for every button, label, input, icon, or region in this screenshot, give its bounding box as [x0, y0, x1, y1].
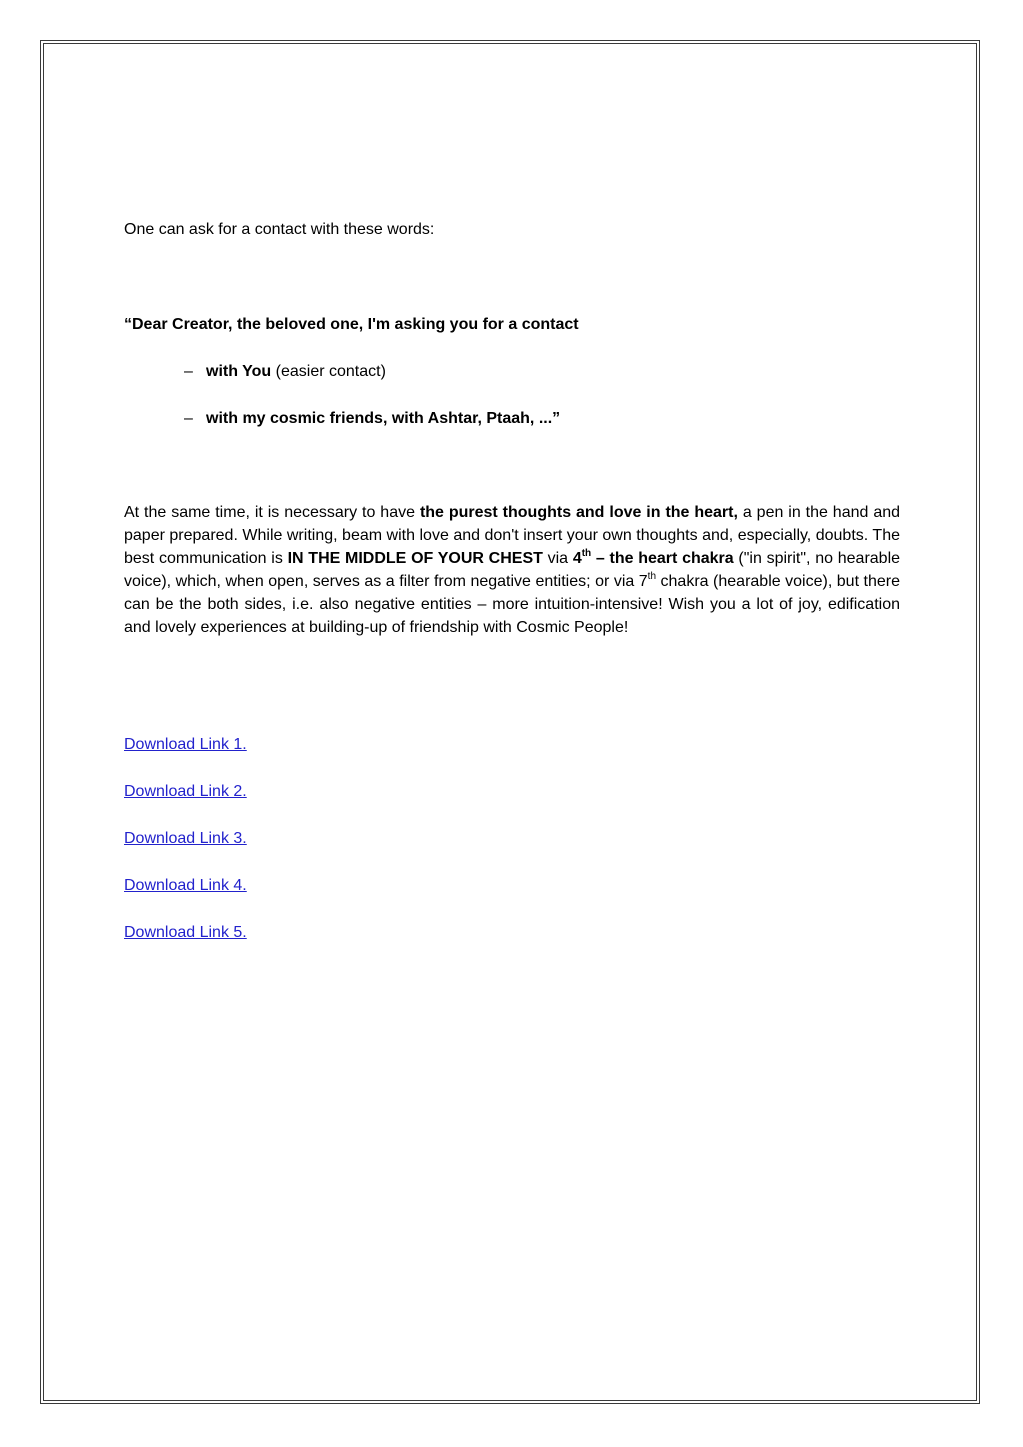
download-link-1[interactable]: Download Link 1.: [124, 736, 247, 753]
download-link-2[interactable]: Download Link 2.: [124, 783, 247, 800]
list-item-cosmic-friends: [184, 407, 560, 430]
paragraph-sup-2: th: [647, 570, 657, 582]
prayer-quote: “Dear Creator, the beloved one, I'm asking you for a contact: [124, 316, 579, 333]
list-dash: –: [184, 363, 193, 380]
list-dash: –: [184, 410, 193, 427]
paragraph-bold-1: the purest thoughts and love in the heart,: [419, 504, 738, 521]
list-item-bold: with my cosmic friends, with Ashtar, Ptaah, ...”: [206, 410, 561, 427]
intro-text: One can ask for a contact with these words:: [124, 221, 435, 238]
page-border-inner: [43, 43, 977, 1401]
download-link-5[interactable]: Download Link 5.: [124, 924, 247, 941]
paragraph-bold-2: IN THE MIDDLE OF YOUR CHEST: [287, 550, 543, 567]
list-item-with-you: [184, 360, 386, 383]
download-link-4[interactable]: Download Link 4.: [124, 877, 247, 894]
list-item-rest: (easier contact): [271, 363, 386, 380]
paragraph-text-3: via: [542, 550, 573, 567]
main-paragraph: [124, 501, 900, 639]
list-item-bold: with You: [206, 363, 272, 380]
download-link-3[interactable]: Download Link 3.: [124, 830, 247, 847]
paragraph-sup-1: th: [581, 547, 592, 559]
paragraph-bold-3: 4: [572, 550, 582, 567]
paragraph-text-5: chakra (hearable voice), but there can be the both sides, i.e. also negative entities – more intuition-intensive! Wish you a lot of joy, edification and lovely experiences at building-up of friendship with Cosmic People!: [124, 573, 900, 636]
paragraph-bold-4: – the heart chakra: [591, 550, 734, 567]
paragraph-text-4: ("in spirit", no hearable voice), which, when open, serves as a filter from negative entities; or via 7: [124, 550, 901, 590]
paragraph-text-2: a pen in the hand and paper prepared. While writing, beam with love and don't insert your own thoughts and, especially, doubts. The best communication is: [124, 504, 901, 567]
paragraph-text-1: At the same time, it is necessary to have: [124, 504, 420, 521]
